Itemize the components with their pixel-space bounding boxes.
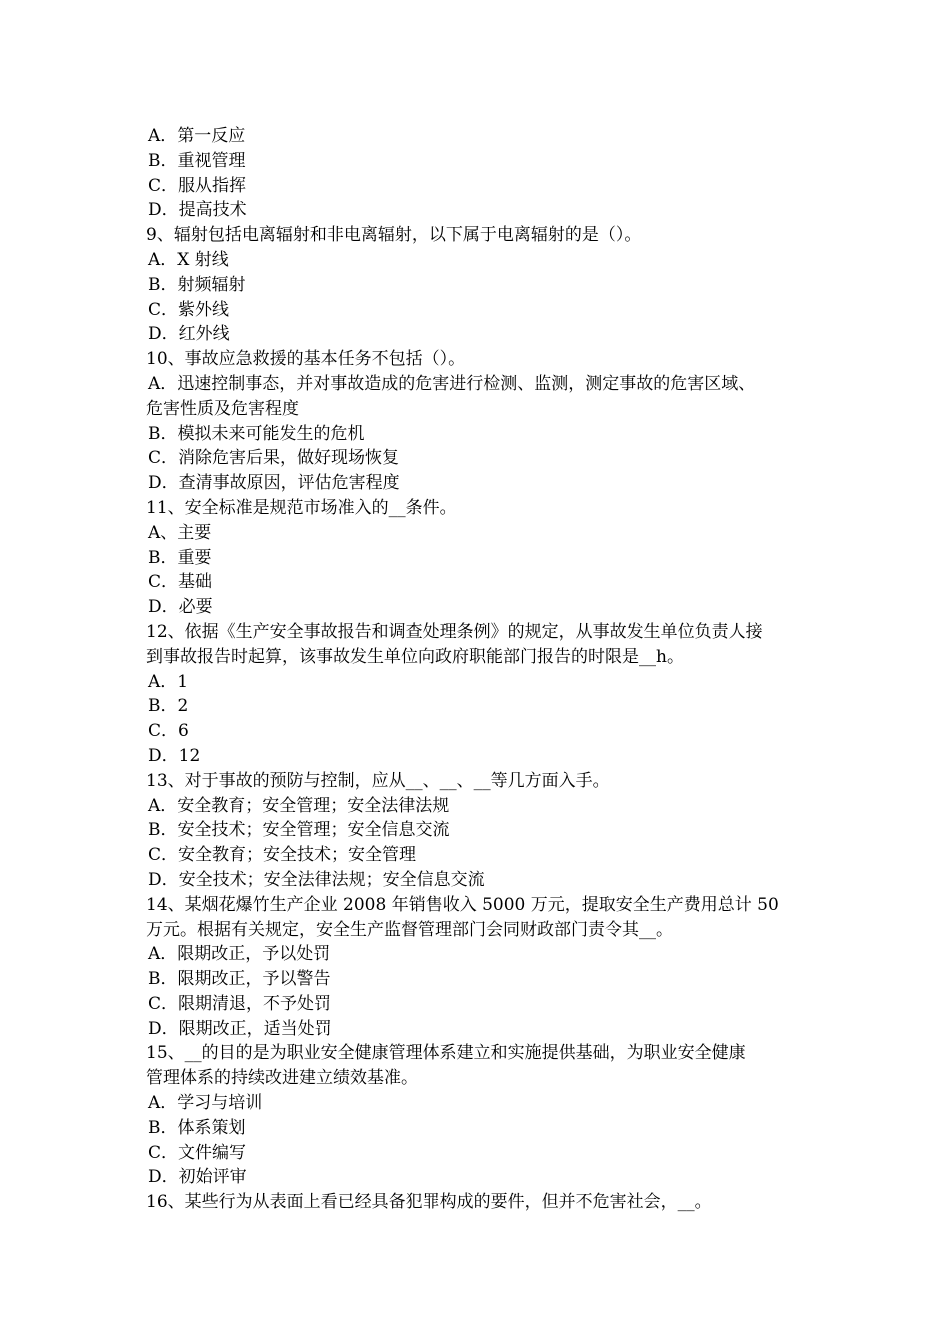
option-line: B．限期改正，予以警告 xyxy=(148,969,331,990)
question-line: 13、对于事故的预防与控制，应从__、__、__等几方面入手。 xyxy=(146,770,610,791)
question-line: 12、依据《生产安全事故报告和调查处理条例》的规定，从事故发生单位负责人接 xyxy=(146,621,763,642)
question-line: 14、某烟花爆竹生产企业 2008 年销售收入 5000 万元，提取安全生产费用总计 50 xyxy=(146,894,779,915)
option-line: B．安全技术；安全管理；安全信息交流 xyxy=(148,820,450,841)
option-line: A．安全教育；安全管理；安全法律法规 xyxy=(148,795,450,816)
option-line: D．红外线 xyxy=(148,324,230,345)
option-line: C．基础 xyxy=(148,572,213,593)
text-line: 危害性质及危害程度 xyxy=(146,398,299,419)
option-line: C．限期清退，不予处罚 xyxy=(148,993,332,1014)
question-line: 15、__的目的是为职业安全健康管理体系建立和实施提供基础，为职业安全健康 xyxy=(146,1043,746,1064)
option-line: A．限期改正，予以处罚 xyxy=(148,944,331,965)
question-line: 16、某些行为从表面上看已经具备犯罪构成的要件，但并不危害社会，__。 xyxy=(146,1192,712,1213)
option-line: C．紫外线 xyxy=(148,299,230,320)
option-line: D．初始评审 xyxy=(148,1167,247,1188)
text-line: 管理体系的持续改进建立绩效基准。 xyxy=(146,1068,418,1089)
option-line: A．1 xyxy=(148,671,189,692)
question-line: 9、辐射包括电离辐射和非电离辐射，以下属于电离辐射的是（）。 xyxy=(146,225,642,246)
text-line: 万元。根据有关规定，安全生产监督管理部门会同财政部门责令其__。 xyxy=(146,919,673,940)
option-line: A．迅速控制事态，并对事故造成的危害进行检测、监测，测定事故的危害区域、 xyxy=(148,373,756,394)
option-line: B．重要 xyxy=(148,547,212,568)
option-line: D．限期改正，适当处罚 xyxy=(148,1018,332,1039)
document-page xyxy=(146,124,816,1215)
option-line: A、主要 xyxy=(148,522,212,543)
option-line: C．文件编写 xyxy=(148,1142,247,1163)
option-line: B．体系策划 xyxy=(148,1117,246,1138)
option-line: C．安全教育；安全技术；安全管理 xyxy=(148,845,417,866)
option-line: A．第一反应 xyxy=(148,126,246,146)
question-line: 11、安全标准是规范市场准入的__条件。 xyxy=(146,497,457,518)
option-line: B．射频辐射 xyxy=(148,274,246,295)
option-line: C．6 xyxy=(148,721,189,742)
option-line: D．安全技术；安全法律法规；安全信息交流 xyxy=(148,869,485,890)
text-line: 到事故报告时起算，该事故发生单位向政府职能部门报告的时限是__h。 xyxy=(146,646,684,667)
option-line: B．重视管理 xyxy=(148,150,246,171)
question-line: 10、事故应急救援的基本任务不包括（）。 xyxy=(146,349,466,370)
option-line: A．学习与培训 xyxy=(148,1093,263,1114)
option-line: D．必要 xyxy=(148,597,213,618)
option-line: C．服从指挥 xyxy=(148,175,247,196)
option-line: D．查清事故原因，评估危害程度 xyxy=(148,473,400,494)
option-line: D．提高技术 xyxy=(148,200,247,221)
option-line: C．消除危害后果，做好现场恢复 xyxy=(148,448,400,469)
option-line: B．模拟未来可能发生的危机 xyxy=(148,423,365,444)
option-line: D．12 xyxy=(148,745,201,766)
option-line: A．X 射线 xyxy=(148,249,229,270)
option-line: B．2 xyxy=(148,696,189,717)
